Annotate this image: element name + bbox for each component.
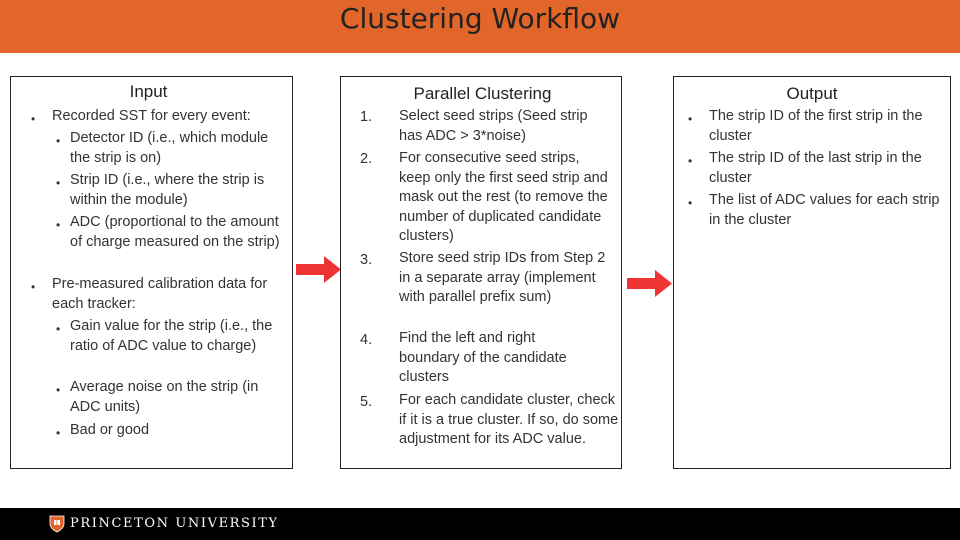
input-bullet-2: Pre-measured calibration data for each tracker: bbox=[52, 276, 268, 312]
input-sub-4: Gain value for the strip (i.e., the ratio of ADC value to charge) bbox=[70, 318, 273, 354]
bullet-icon: • bbox=[688, 112, 693, 126]
bullet-icon: • bbox=[56, 426, 61, 440]
bullet-icon: • bbox=[56, 218, 61, 232]
output-item: The strip ID of the first strip in the cluster bbox=[709, 108, 923, 144]
input-sub-1: Detector ID (i.e., which module the strip is on) bbox=[70, 130, 269, 166]
page-title: Clustering Workflow bbox=[339, 2, 621, 35]
step-text: Store seed strip IDs from Step 2 in a separate array (implement with parallel prefix sum) bbox=[399, 250, 606, 305]
step-number: 1. bbox=[360, 109, 373, 125]
input-sub-2: Strip ID (i.e., where the strip is within the module) bbox=[70, 172, 265, 208]
input-sub-5: Average noise on the strip (in ADC units) bbox=[70, 379, 259, 415]
bullet-icon: • bbox=[688, 196, 693, 210]
step-number: 4. bbox=[360, 332, 373, 348]
input-bullet-1: Recorded SST for every event: bbox=[52, 108, 251, 124]
bullet-icon: • bbox=[56, 383, 61, 397]
footer bbox=[0, 508, 960, 540]
input-sub-3: ADC (proportional to the amount of charge measured on the strip) bbox=[70, 214, 280, 250]
step-text: For consecutive seed strips, keep only the first seed strip and mask out the rest (to remove the number of duplicated candidate clusters) bbox=[399, 150, 608, 244]
parallel-heading: Parallel Clustering bbox=[413, 84, 552, 103]
university-logo-text: PRINCETON UNIVERSITY bbox=[70, 516, 279, 531]
step-text: For each candidate cluster, check if it is a true cluster. If so, do some adjustment for its ADC value. bbox=[399, 392, 619, 447]
bullet-icon: • bbox=[56, 322, 61, 336]
step-number: 3. bbox=[360, 252, 373, 268]
step-number: 2. bbox=[360, 151, 373, 167]
princeton-shield-icon bbox=[49, 515, 65, 533]
step-text: Find the left and right boundary of the candidate clusters bbox=[399, 330, 567, 385]
bullet-icon: • bbox=[56, 134, 61, 148]
bullet-icon: • bbox=[56, 176, 61, 190]
step-text: Select seed strips (Seed strip has ADC > 3*noise) bbox=[399, 108, 588, 144]
input-heading: Input bbox=[129, 82, 168, 101]
bullet-icon: • bbox=[31, 112, 36, 126]
output-heading: Output bbox=[786, 84, 838, 103]
input-sub-6: Bad or good bbox=[70, 422, 150, 438]
output-item: The list of ADC values for each strip in the cluster bbox=[709, 192, 940, 228]
bullet-icon: • bbox=[688, 154, 693, 168]
output-item: The strip ID of the last strip in the cluster bbox=[709, 150, 922, 186]
bullet-icon: • bbox=[31, 280, 36, 294]
step-number: 5. bbox=[360, 394, 373, 410]
